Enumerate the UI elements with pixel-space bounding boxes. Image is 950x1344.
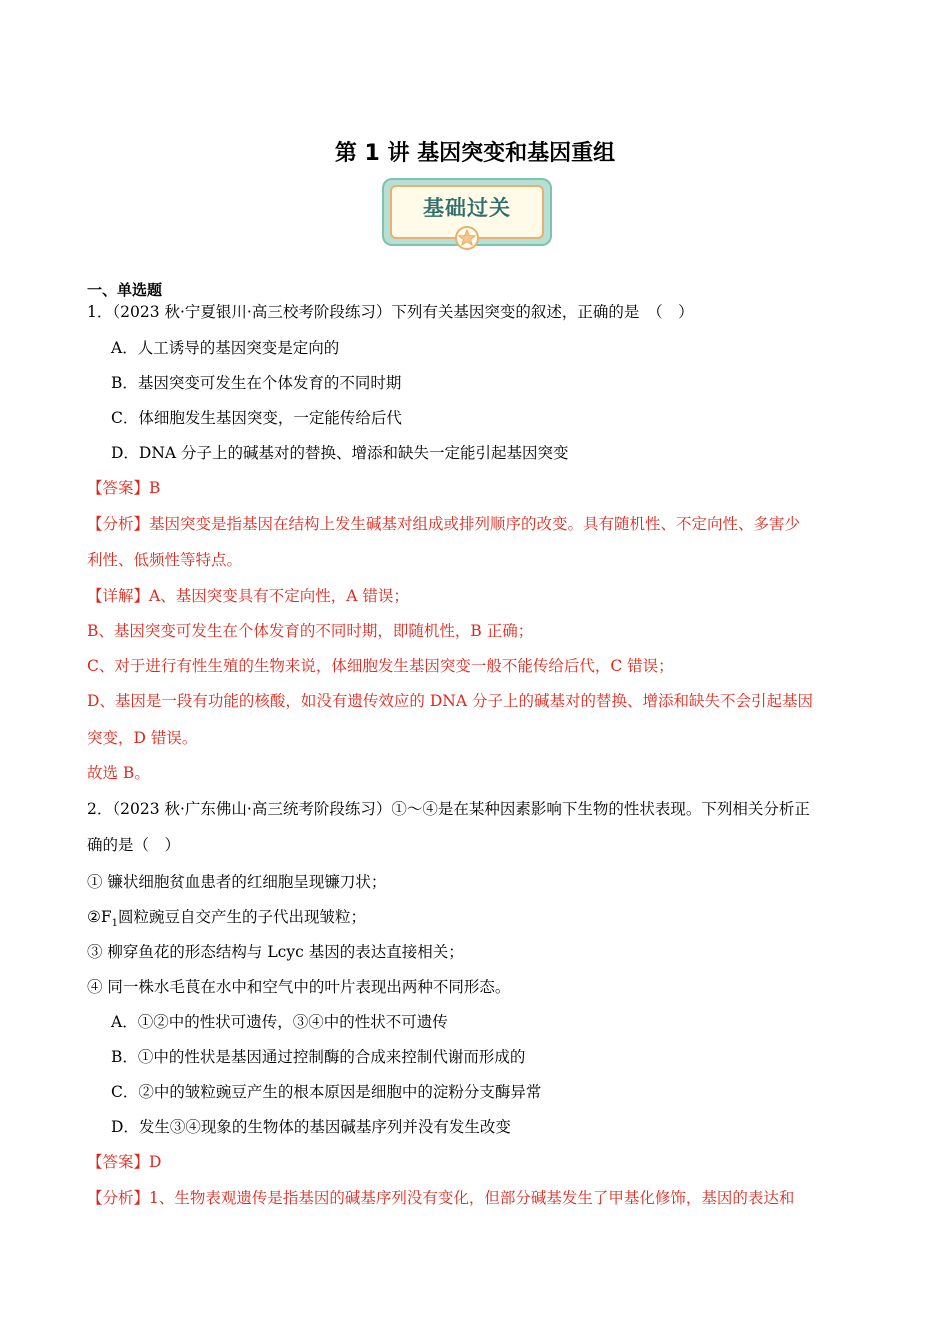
q2-stem-line-2: 确的是（ ） (87, 836, 181, 854)
section-heading: 一、单选题 (87, 281, 163, 299)
q2-item-4: ④ 同一株水毛茛在水中和空气中的叶片表现出两种不同形态。 (87, 978, 511, 996)
q1-analysis-line-1 (87, 514, 800, 534)
q1-detail-line-1 (87, 586, 409, 606)
q1-detail-text-1: A、基因突变具有不定向性，A 错误； (149, 587, 409, 605)
q1-detail-tag: 【详解】 (87, 587, 150, 605)
q2-item-1: ① 镰状细胞贫血患者的红细胞呈现镰刀状； (87, 873, 387, 891)
q2-analysis-line-1 (87, 1188, 794, 1208)
page-title: 第 1 讲 基因突变和基因重组 (334, 141, 616, 166)
q2-option-c: C．②中的皱粒豌豆产生的根本原因是细胞中的淀粉分支酶异常 (111, 1083, 542, 1101)
q2-option-d: D．发生③④现象的生物体的基因碱基序列并没有发生改变 (111, 1118, 511, 1136)
badge-label: 基础过关 (423, 196, 511, 220)
q1-detail-line-3: C、对于进行有性生殖的生物来说，体细胞发生基因突变一般不能传给后代，C 错误； (87, 657, 674, 675)
q1-detail-line-5: 突变，D 错误。 (87, 729, 198, 747)
q1-analysis-line-2: 利性、低频性等特点。 (87, 551, 243, 569)
q2-option-b: B．①中的性状是基因通过控制酶的合成来控制代谢而形成的 (111, 1048, 526, 1066)
q1-detail-line-2: B、基因突变可发生在个体发育的不同时期，即随机性，B 正确； (87, 622, 534, 640)
q1-answer-value: B (149, 479, 161, 497)
q1-option-d: D．DNA 分子上的碱基对的替换、增添和缺失一定能引起基因突变 (111, 444, 569, 462)
q2-answer-tag: 【答案】 (87, 1153, 150, 1171)
q2-answer (87, 1152, 161, 1172)
q2-answer-value: D (149, 1153, 162, 1171)
q2-analysis-text-1: 1、生物表观遗传是指基因的碱基序列没有变化，但部分碱基发生了甲基化修饰，基因的表达和 (149, 1189, 795, 1207)
q2-analysis-tag: 【分析】 (87, 1189, 150, 1207)
q2-item-2-sub: 1 (111, 918, 119, 930)
q1-answer (87, 478, 160, 498)
star-icon (451, 224, 483, 250)
q1-analysis-tag: 【分析】 (87, 515, 150, 533)
q1-analysis-text-1: 基因突变是指基因在结构上发生碱基对组成或排列顺序的改变。具有随机性、不定向性、多害少 (149, 515, 801, 533)
q2-stem-line-1: 2．（2023 秋·广东佛山·高三统考阶段练习）①～④是在某种因素影响下生物的性状表现。下列相关分析正 (87, 800, 810, 818)
q2-item-2 (87, 907, 366, 934)
q2-item-3: ③ 柳穿鱼花的形态结构与 Lcyc 基因的表达直接相关； (87, 943, 464, 961)
q1-answer-tag: 【答案】 (87, 479, 150, 497)
q2-item-2-post: 圆粒豌豆自交产生的子代出现皱粒； (118, 908, 367, 926)
q1-detail-line-4: D、基因是一段有功能的核酸，如没有遗传效应的 DNA 分子上的碱基对的替换、增添和缺失不会引起基因 (87, 692, 813, 710)
q2-item-2-pre: ②F (87, 908, 112, 926)
q1-option-b: B．基因突变可发生在个体发育的不同时期 (111, 374, 402, 392)
q2-option-a: A．①②中的性状可遗传，③④中的性状不可遗传 (111, 1013, 448, 1031)
q1-stem: 1．（2023 秋·宁夏银川·高三校考阶段练习）下列有关基因突变的叙述，正确的是 （ ） (87, 303, 694, 321)
q1-option-a: A．人工诱导的基因突变是定向的 (111, 339, 340, 357)
q1-option-c: C．体细胞发生基因突变，一定能传给后代 (111, 409, 402, 427)
q1-conclusion: 故选 B。 (87, 764, 150, 782)
section-badge (384, 178, 550, 250)
